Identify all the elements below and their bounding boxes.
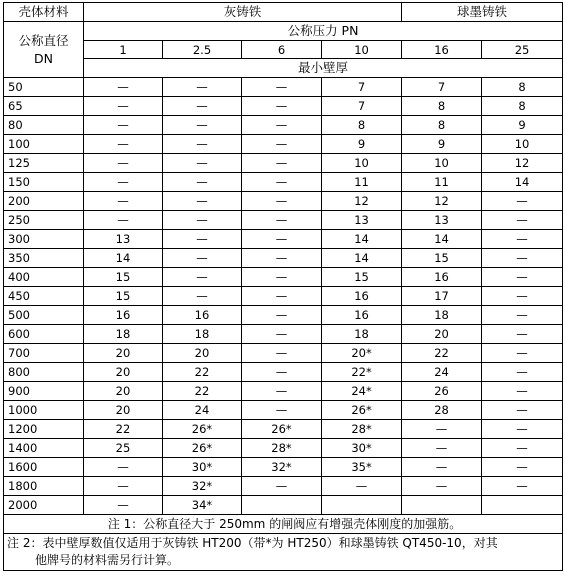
- table-row: [4, 116, 563, 135]
- table-row: [4, 363, 563, 382]
- thickness-cell: —: [242, 401, 322, 420]
- thickness-cell: —: [242, 135, 322, 154]
- thickness-cell: —: [84, 211, 163, 230]
- header-row-min-wall: [4, 59, 563, 78]
- thickness-cell: —: [242, 382, 322, 401]
- table-body: [4, 3, 563, 571]
- table-row: [4, 135, 563, 154]
- thickness-cell: —: [322, 477, 402, 496]
- thickness-cell: 10: [322, 154, 402, 173]
- thickness-cell: [242, 496, 322, 515]
- thickness-cell: 13: [402, 211, 482, 230]
- thickness-cell: —: [482, 420, 563, 439]
- table-row: [4, 382, 563, 401]
- pn-value: 10: [322, 41, 402, 59]
- thickness-cell: 30*: [322, 439, 402, 458]
- dn-cell: 125: [4, 154, 84, 173]
- thickness-cell: 26*: [163, 439, 242, 458]
- note-row-2: [4, 534, 563, 571]
- thickness-cell: —: [163, 230, 242, 249]
- thickness-cell: 20: [84, 382, 163, 401]
- thickness-cell: 35*: [322, 458, 402, 477]
- thickness-cell: [322, 496, 402, 515]
- note-2-line-2: 他牌号的材料需另行计算。: [35, 553, 180, 567]
- thickness-cell: 20: [402, 325, 482, 344]
- thickness-cell: —: [163, 192, 242, 211]
- thickness-cell: 11: [402, 173, 482, 192]
- thickness-cell: —: [84, 477, 163, 496]
- note-1: 注 1：公称直径大于 250mm 的闸阀应有增强壳体刚度的加强筋。: [4, 515, 563, 534]
- thickness-cell: 20*: [322, 344, 402, 363]
- dn-cell: 150: [4, 173, 84, 192]
- thickness-cell: —: [482, 458, 563, 477]
- table-row: [4, 173, 563, 192]
- thickness-cell: [482, 496, 563, 515]
- dn-cell: 600: [4, 325, 84, 344]
- table-row: [4, 401, 563, 420]
- thickness-cell: 20: [84, 363, 163, 382]
- thickness-cell: —: [242, 344, 322, 363]
- thickness-cell: —: [163, 154, 242, 173]
- pn-value: 1: [84, 41, 163, 59]
- dn-cell: 700: [4, 344, 84, 363]
- thickness-cell: 14: [322, 230, 402, 249]
- thickness-cell: —: [402, 420, 482, 439]
- dn-cell: 1600: [4, 458, 84, 477]
- thickness-cell: —: [482, 401, 563, 420]
- thickness-cell: —: [242, 154, 322, 173]
- thickness-cell: 7: [402, 78, 482, 97]
- thickness-cell: 26*: [163, 420, 242, 439]
- note-row-1: [4, 515, 563, 534]
- header-min-wall: 最小壁厚: [84, 59, 563, 78]
- header-ductile-iron: 球墨铸铁: [402, 3, 563, 22]
- thickness-cell: —: [482, 439, 563, 458]
- thickness-cell: —: [482, 363, 563, 382]
- thickness-cell: 9: [322, 135, 402, 154]
- thickness-cell: 13: [84, 230, 163, 249]
- thickness-cell: 14: [84, 249, 163, 268]
- thickness-cell: 32*: [242, 458, 322, 477]
- thickness-cell: —: [482, 306, 563, 325]
- thickness-cell: 10: [402, 154, 482, 173]
- thickness-cell: —: [482, 249, 563, 268]
- thickness-cell: 12: [482, 154, 563, 173]
- thickness-cell: 7: [322, 97, 402, 116]
- thickness-cell: —: [242, 306, 322, 325]
- thickness-cell: —: [163, 268, 242, 287]
- header-row-pn-values: [4, 41, 563, 59]
- dn-cell: 500: [4, 306, 84, 325]
- header-body-material: 壳体材料: [4, 3, 84, 22]
- thickness-cell: —: [242, 249, 322, 268]
- thickness-cell: —: [242, 97, 322, 116]
- thickness-cell: —: [482, 382, 563, 401]
- thickness-cell: —: [84, 496, 163, 515]
- dn-cell: 400: [4, 268, 84, 287]
- thickness-cell: 14: [402, 230, 482, 249]
- note-2: [4, 534, 563, 571]
- table-row: [4, 97, 563, 116]
- thickness-cell: 28: [402, 401, 482, 420]
- thickness-cell: 18: [163, 325, 242, 344]
- thickness-cell: 18: [402, 306, 482, 325]
- pn-value: 6: [242, 41, 322, 59]
- header-nominal-diameter: [4, 22, 84, 78]
- thickness-cell: 20: [84, 401, 163, 420]
- thickness-cell: —: [84, 116, 163, 135]
- thickness-cell: —: [482, 325, 563, 344]
- thickness-cell: —: [242, 211, 322, 230]
- thickness-cell: —: [84, 97, 163, 116]
- thickness-cell: —: [482, 211, 563, 230]
- table-row: [4, 192, 563, 211]
- thickness-cell: —: [242, 116, 322, 135]
- dn-cell: 80: [4, 116, 84, 135]
- thickness-cell: 16: [163, 306, 242, 325]
- table-row: [4, 439, 563, 458]
- thickness-cell: —: [84, 192, 163, 211]
- thickness-cell: —: [242, 78, 322, 97]
- dn-cell: 800: [4, 363, 84, 382]
- table-row: [4, 154, 563, 173]
- thickness-cell: 28*: [242, 439, 322, 458]
- thickness-cell: —: [482, 287, 563, 306]
- header-gray-iron: 灰铸铁: [84, 3, 402, 22]
- thickness-cell: 26*: [242, 420, 322, 439]
- thickness-cell: —: [163, 97, 242, 116]
- thickness-cell: 16: [84, 306, 163, 325]
- thickness-cell: 15: [84, 268, 163, 287]
- thickness-cell: [402, 496, 482, 515]
- thickness-cell: —: [242, 325, 322, 344]
- thickness-cell: 15: [402, 249, 482, 268]
- thickness-cell: —: [163, 249, 242, 268]
- dn-cell: 1400: [4, 439, 84, 458]
- thickness-cell: 12: [322, 192, 402, 211]
- dn-cell: 65: [4, 97, 84, 116]
- thickness-cell: 12: [402, 192, 482, 211]
- header-row-pressure: [4, 22, 563, 41]
- thickness-cell: 24: [402, 363, 482, 382]
- thickness-cell: 11: [322, 173, 402, 192]
- dn-cell: 300: [4, 230, 84, 249]
- thickness-cell: 8: [482, 97, 563, 116]
- thickness-cell: —: [163, 135, 242, 154]
- thickness-cell: —: [242, 268, 322, 287]
- thickness-cell: 16: [402, 268, 482, 287]
- thickness-cell: —: [163, 173, 242, 192]
- thickness-cell: 22: [84, 420, 163, 439]
- table-row: [4, 420, 563, 439]
- thickness-cell: 16: [322, 287, 402, 306]
- thickness-cell: —: [242, 477, 322, 496]
- thickness-cell: 13: [322, 211, 402, 230]
- header-nominal-diameter-line2: DN: [34, 50, 53, 66]
- thickness-cell: —: [84, 154, 163, 173]
- thickness-cell: 20: [163, 344, 242, 363]
- thickness-cell: —: [402, 439, 482, 458]
- pn-value: 16: [402, 41, 482, 59]
- dn-cell: 200: [4, 192, 84, 211]
- table-row: [4, 344, 563, 363]
- thickness-cell: —: [163, 287, 242, 306]
- thickness-cell: —: [163, 116, 242, 135]
- thickness-cell: 26: [402, 382, 482, 401]
- thickness-cell: —: [84, 173, 163, 192]
- thickness-cell: 18: [84, 325, 163, 344]
- thickness-cell: 8: [482, 78, 563, 97]
- thickness-cell: —: [242, 363, 322, 382]
- thickness-cell: 22: [163, 363, 242, 382]
- table-row: [4, 249, 563, 268]
- dn-cell: 450: [4, 287, 84, 306]
- dn-cell: 350: [4, 249, 84, 268]
- thickness-cell: —: [163, 211, 242, 230]
- table-row: [4, 287, 563, 306]
- thickness-cell: 16: [322, 306, 402, 325]
- thickness-cell: —: [84, 78, 163, 97]
- thickness-cell: 24*: [322, 382, 402, 401]
- dn-cell: 900: [4, 382, 84, 401]
- thickness-cell: —: [84, 135, 163, 154]
- thickness-cell: 32*: [163, 477, 242, 496]
- thickness-cell: 9: [482, 116, 563, 135]
- thickness-cell: 8: [402, 116, 482, 135]
- thickness-cell: 7: [322, 78, 402, 97]
- note-2-line-1: 注 2：表中壁厚数值仅适用于灰铸铁 HT200（带*为 HT250）和球墨铸铁 QT450-10，对其: [7, 536, 498, 550]
- thickness-cell: 26*: [322, 401, 402, 420]
- table-row: [4, 211, 563, 230]
- thickness-cell: 8: [322, 116, 402, 135]
- thickness-cell: 17: [402, 287, 482, 306]
- table-row: [4, 477, 563, 496]
- thickness-cell: 14: [322, 249, 402, 268]
- header-nominal-diameter-line1: 公称直径: [18, 32, 69, 48]
- table-row: [4, 230, 563, 249]
- dn-cell: 2000: [4, 496, 84, 515]
- dn-cell: 250: [4, 211, 84, 230]
- thickness-cell: 9: [402, 135, 482, 154]
- table-row: [4, 306, 563, 325]
- header-nominal-pressure: 公称压力 PN: [84, 22, 563, 41]
- thickness-cell: 25: [84, 439, 163, 458]
- dn-cell: 1200: [4, 420, 84, 439]
- dn-cell: 100: [4, 135, 84, 154]
- thickness-cell: —: [84, 458, 163, 477]
- thickness-cell: —: [242, 230, 322, 249]
- thickness-cell: 15: [322, 268, 402, 287]
- thickness-cell: —: [242, 192, 322, 211]
- thickness-cell: 24: [163, 401, 242, 420]
- dn-cell: 50: [4, 78, 84, 97]
- thickness-cell: —: [163, 78, 242, 97]
- thickness-cell: 34*: [163, 496, 242, 515]
- thickness-cell: 28*: [322, 420, 402, 439]
- thickness-cell: 10: [482, 135, 563, 154]
- table-row: [4, 78, 563, 97]
- pn-value: 25: [482, 41, 563, 59]
- thickness-cell: —: [402, 477, 482, 496]
- thickness-cell: —: [242, 173, 322, 192]
- thickness-cell: —: [482, 192, 563, 211]
- thickness-cell: —: [402, 458, 482, 477]
- thickness-cell: 20: [84, 344, 163, 363]
- header-row-material: [4, 3, 563, 22]
- thickness-cell: 30*: [163, 458, 242, 477]
- thickness-cell: 8: [402, 97, 482, 116]
- thickness-cell: —: [482, 477, 563, 496]
- thickness-cell: 18: [322, 325, 402, 344]
- table-row: [4, 325, 563, 344]
- wall-thickness-table: [3, 2, 563, 571]
- thickness-cell: 22*: [322, 363, 402, 382]
- table-row: [4, 268, 563, 287]
- thickness-cell: 22: [163, 382, 242, 401]
- dn-cell: 1800: [4, 477, 84, 496]
- dn-cell: 1000: [4, 401, 84, 420]
- thickness-cell: —: [482, 268, 563, 287]
- thickness-cell: —: [482, 344, 563, 363]
- thickness-cell: 22: [402, 344, 482, 363]
- thickness-cell: 14: [482, 173, 563, 192]
- table-row: [4, 458, 563, 477]
- table-row: [4, 496, 563, 515]
- pn-value: 2.5: [163, 41, 242, 59]
- thickness-cell: 15: [84, 287, 163, 306]
- thickness-cell: —: [482, 230, 563, 249]
- thickness-cell: —: [242, 287, 322, 306]
